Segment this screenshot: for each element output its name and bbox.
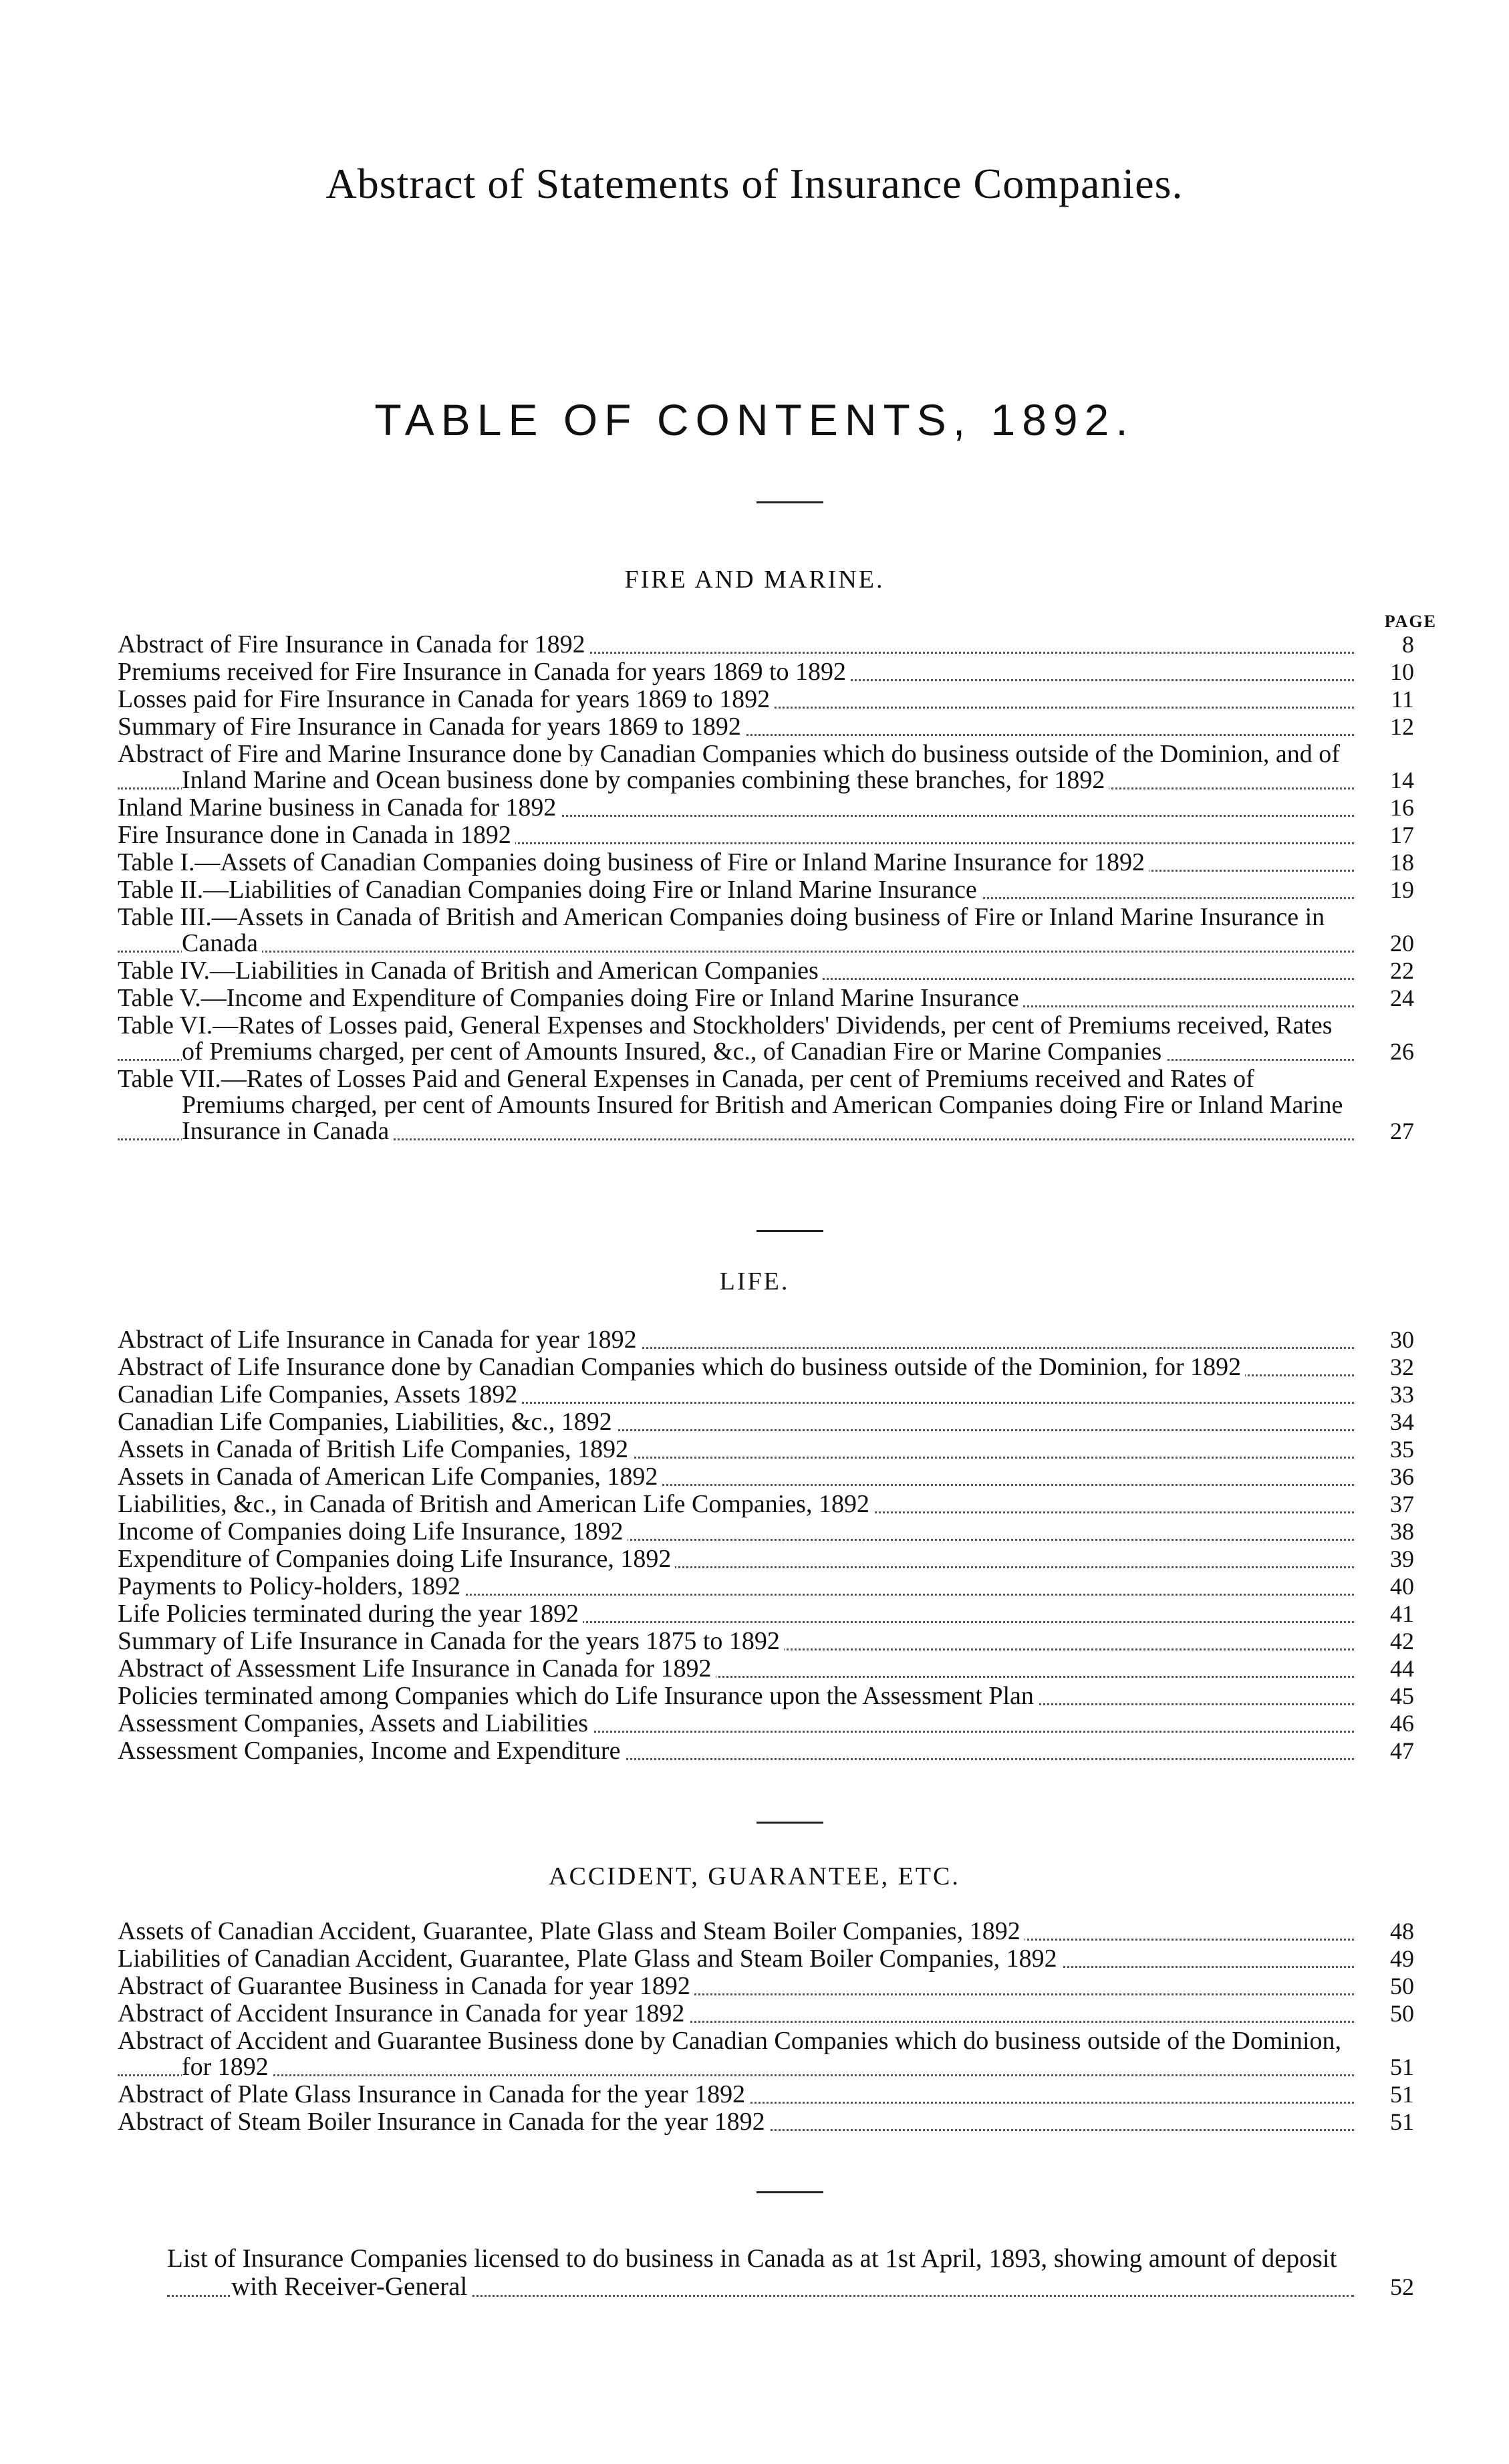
entry-text: Assets in Canada of British Life Companies, 1892 (118, 1437, 632, 1463)
toc-entry (118, 1409, 1414, 1435)
entry-page-number: 39 (1390, 1546, 1414, 1572)
toc-entry (118, 985, 1414, 1011)
entry-page-number: 30 (1390, 1326, 1414, 1353)
toc-entry (118, 1382, 1414, 1408)
entry-page-number: 18 (1390, 849, 1414, 876)
toc-entry (118, 1354, 1414, 1380)
entry-text: Summary of Fire Insurance in Canada for years 1869 to 1892 (118, 714, 745, 740)
entry-page-number: 50 (1390, 1973, 1414, 1999)
entry-text: Table V.—Income and Expenditure of Companies doing Fire or Inland Marine Insurance (118, 985, 1023, 1011)
toc-entry (118, 1574, 1414, 1600)
section-heading-fire: FIRE AND MARINE. (624, 566, 885, 594)
entry-page-number: 45 (1390, 1683, 1414, 1709)
toc-entry (118, 2001, 1414, 2027)
divider-rule (757, 2191, 823, 2193)
section-heading-accident: ACCIDENT, GUARANTEE, ETC. (549, 1862, 960, 1890)
entry-page-number: 51 (1390, 2081, 1414, 2108)
toc-entry (118, 822, 1414, 848)
accident-entries (118, 1919, 1414, 2136)
entry-text: Abstract of Life Insurance in Canada for year 1892 (118, 1327, 641, 1353)
entry-page-number: 36 (1390, 1463, 1414, 1490)
toc-entry (118, 714, 1414, 740)
entry-text: Payments to Policy-holders, 1892 (118, 1574, 464, 1600)
toc-entry (118, 741, 1414, 793)
entry-text: Expenditure of Companies doing Life Insurance, 1892 (118, 1546, 675, 1572)
entry-page-number: 49 (1390, 1945, 1414, 1972)
toc-entry (118, 1656, 1414, 1682)
entry-page-number: 37 (1390, 1491, 1414, 1517)
toc-entry (118, 2082, 1414, 2108)
entry-page-number: 20 (1390, 930, 1414, 957)
entry-page-number: 19 (1390, 876, 1414, 903)
entry-text: Table IV.—Liabilities in Canada of British and American Companies (118, 958, 823, 984)
entry-page-number: 32 (1390, 1354, 1414, 1380)
entry-page-number: 8 (1402, 631, 1414, 658)
toc-entry (118, 958, 1414, 984)
toc-entry (118, 1711, 1414, 1737)
toc-entry (118, 1546, 1414, 1572)
entry-page-number: 10 (1390, 658, 1414, 685)
toc-entry (118, 1013, 1414, 1065)
entry-text: Canadian Life Companies, Liabilities, &c., 1892 (118, 1409, 616, 1435)
entry-page-number: 26 (1390, 1038, 1414, 1065)
entry-text: Table VI.—Rates of Losses paid, General Expenses and Stockholders' Dividends, per cent of Premiums received, Rates of Premiums charged, per cent of Amounts Insured, &c., of Canadian Fire or Marine Companies (118, 1013, 1333, 1065)
entry-page-number: 24 (1390, 985, 1414, 1011)
entry-page-number: 52 (1390, 2273, 1414, 2300)
toc-entry (118, 1973, 1414, 1999)
footer-entry (167, 2245, 1414, 2302)
entry-text: Summary of Life Insurance in Canada for the years 1875 to 1892 (118, 1628, 784, 1654)
entry-text: Abstract of Accident and Guarantee Business done by Canadian Companies which do business outside of the Dominion, for 1892 (118, 2028, 1342, 2080)
toc-entry (118, 795, 1414, 821)
toc-entry (118, 2028, 1414, 2080)
toc-entry (118, 877, 1414, 903)
entry-text: Liabilities, &c., in Canada of British and American Life Companies, 1892 (118, 1491, 873, 1517)
entry-page-number: 50 (1390, 2000, 1414, 2027)
entry-text: Assets of Canadian Accident, Guarantee, Plate Glass and Steam Boiler Companies, 1892 (118, 1919, 1024, 1945)
entry-page-number: 35 (1390, 1436, 1414, 1463)
entry-text: Abstract of Guarantee Business in Canada for year 1892 (118, 1973, 694, 1999)
entry-page-number: 22 (1390, 957, 1414, 984)
entry-text: Inland Marine business in Canada for 1892 (118, 795, 560, 821)
entry-text: Policies terminated among Companies which do Life Insurance upon the Assessment Plan (118, 1683, 1038, 1709)
toc-entry (118, 1327, 1414, 1353)
toc-entry (118, 904, 1414, 957)
divider-rule (757, 1822, 823, 1824)
entry-text: Table VII.—Rates of Losses Paid and General Expenses in Canada, per cent of Premiums received and Rates of Premiums charged, per cent of Amounts Insured for British and American Companies doing Fire or Inland Marine Insurance in Canada (118, 1066, 1343, 1144)
entry-text: Assets in Canada of American Life Companies, 1892 (118, 1464, 662, 1490)
toc-entry (118, 659, 1414, 685)
toc-entry (118, 1519, 1414, 1545)
entry-page-number: 27 (1390, 1118, 1414, 1144)
section-heading-life: LIFE. (719, 1267, 790, 1296)
entry-page-number: 17 (1390, 822, 1414, 848)
fire-entries (118, 632, 1414, 1146)
entry-text: Table II.—Liabilities of Canadian Companies doing Fire or Inland Marine Insurance (118, 877, 981, 903)
entry-text: Liabilities of Canadian Accident, Guarantee, Plate Glass and Steam Boiler Companies, 1892 (118, 1946, 1061, 1972)
entry-page-number: 34 (1390, 1408, 1414, 1435)
toc-entry (118, 1601, 1414, 1627)
toc-entry (167, 2245, 1414, 2301)
toc-entry (118, 1738, 1414, 1764)
toc-entry (118, 1946, 1414, 1972)
entry-text: Abstract of Fire Insurance in Canada for 1892 (118, 632, 589, 658)
toc-entry (118, 1464, 1414, 1490)
entry-page-number: 47 (1390, 1737, 1414, 1764)
entry-text: Abstract of Fire and Marine Insurance done by Canadian Companies which do business outside of the Dominion, and of Inland Marine and Ocean business done by companies combining these branches, for 1892 (118, 741, 1340, 793)
entry-page-number: 12 (1390, 713, 1414, 740)
entry-text: Table III.—Assets in Canada of British and American Companies doing business of Fire or Inland Marine Insurance in Canada (118, 904, 1325, 957)
toc-title: TABLE OF CONTENTS, 1892. (374, 395, 1135, 445)
toc-entry (118, 1491, 1414, 1517)
entry-text: Assessment Companies, Assets and Liabilities (118, 1711, 592, 1737)
entry-text: Fire Insurance done in Canada in 1892 (118, 822, 515, 848)
life-entries (118, 1327, 1414, 1765)
entry-page-number: 44 (1390, 1655, 1414, 1682)
entry-page-number: 41 (1390, 1600, 1414, 1627)
toc-entry (118, 687, 1414, 713)
entry-page-number: 48 (1390, 1918, 1414, 1945)
entry-text: Canadian Life Companies, Assets 1892 (118, 1382, 521, 1408)
entry-text: Assessment Companies, Income and Expenditure (118, 1738, 624, 1764)
entry-text: Income of Companies doing Life Insurance, 1892 (118, 1519, 628, 1545)
entry-text: Life Policies terminated during the year 1892 (118, 1601, 583, 1627)
toc-entry (118, 632, 1414, 658)
entry-page-number: 14 (1390, 767, 1414, 793)
entry-text: Abstract of Assessment Life Insurance in Canada for 1892 (118, 1656, 716, 1682)
entry-page-number: 11 (1391, 686, 1414, 713)
entry-page-number: 46 (1390, 1710, 1414, 1737)
page-header-title: Abstract of Statements of Insurance Companies. (325, 160, 1184, 207)
entry-text: Table I.—Assets of Canadian Companies doing business of Fire or Inland Marine Insurance for 1892 (118, 850, 1149, 876)
entry-page-number: 42 (1390, 1628, 1414, 1654)
entry-page-number: 40 (1390, 1573, 1414, 1600)
toc-entry (118, 850, 1414, 876)
entry-page-number: 38 (1390, 1518, 1414, 1545)
entry-page-number: 33 (1390, 1381, 1414, 1408)
entry-text: List of Insurance Companies licensed to do business in Canada as at 1st April, 1893, showing amount of deposit with Receiver-General (167, 2245, 1337, 2301)
entry-text: Premiums received for Fire Insurance in Canada for years 1869 to 1892 (118, 659, 850, 685)
divider-rule (757, 1230, 823, 1232)
divider-rule (757, 501, 823, 503)
entry-text: Abstract of Accident Insurance in Canada for year 1892 (118, 2001, 688, 2027)
entry-text: Abstract of Steam Boiler Insurance in Canada for the year 1892 (118, 2109, 769, 2135)
entry-page-number: 16 (1390, 794, 1414, 821)
toc-entry (118, 1683, 1414, 1709)
toc-entry (118, 2109, 1414, 2135)
entry-page-number: 51 (1390, 2108, 1414, 2135)
entry-text: Abstract of Plate Glass Insurance in Canada for the year 1892 (118, 2082, 749, 2108)
entry-text: Abstract of Life Insurance done by Canadian Companies which do business outside of the Dominion, for 1892 (118, 1354, 1245, 1380)
toc-entry (118, 1437, 1414, 1463)
toc-entry (118, 1066, 1414, 1144)
page-column-label: PAGE (1384, 612, 1437, 631)
toc-entry (118, 1919, 1414, 1945)
toc-entry (118, 1628, 1414, 1654)
entry-text: Losses paid for Fire Insurance in Canada for years 1869 to 1892 (118, 687, 774, 713)
entry-page-number: 51 (1390, 2054, 1414, 2080)
